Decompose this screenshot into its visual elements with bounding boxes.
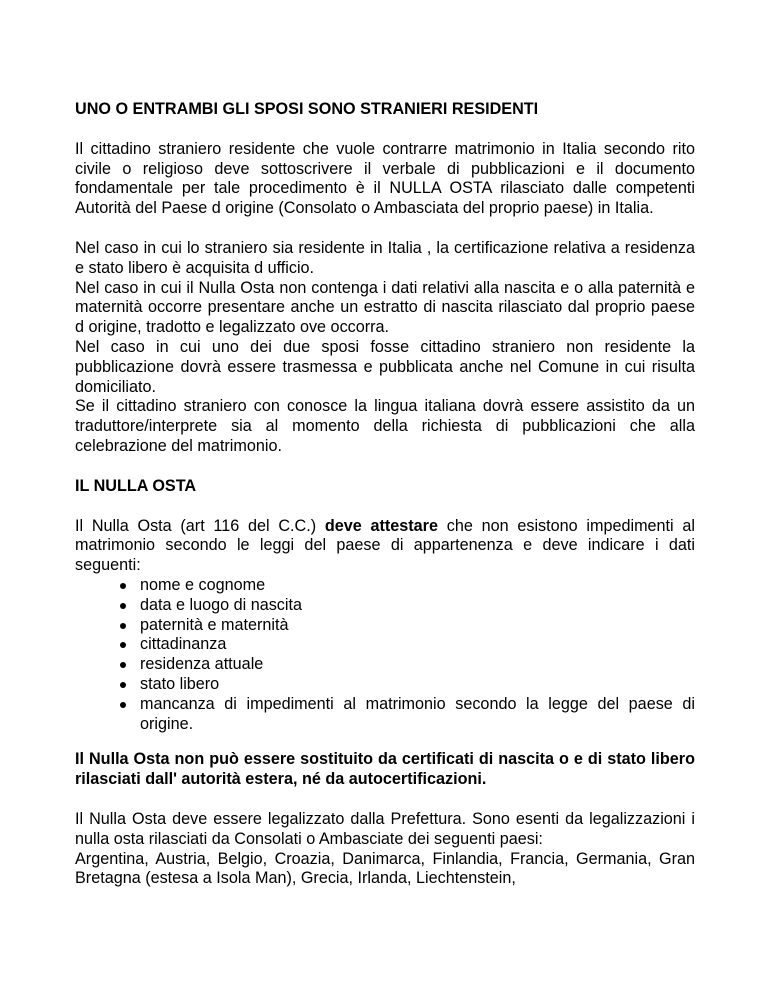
bullet-icon — [120, 623, 126, 629]
intro-text-bold: deve attestare — [324, 516, 438, 535]
paragraph-interpreter: Se il cittadino straniero con conosce la lingua italiana dovrà essere assistito da un traduttore/interprete sia al momento della richiesta di pubblicazioni che alla celebrazione del matrimonio. — [75, 397, 695, 455]
paragraph-intro: Il cittadino straniero residente che vuole contrarre matrimonio in Italia secondo rito civile o religioso deve sottoscrivere il verbale di pubblicazioni e il documento fondamentale per tale procedimento è il NULLA OSTA rilasciato dalle competenti Autorità del Paese d origine (Consolato o Ambasciata del proprio paese) in Italia. — [75, 139, 695, 218]
bullet-icon — [120, 603, 126, 609]
document-page — [75, 100, 695, 889]
list-item-label: paternità e maternità — [140, 615, 289, 634]
bullet-icon — [120, 642, 126, 648]
section-heading-nulla-osta: IL NULLA OSTA — [75, 476, 197, 495]
list-item-label: residenza attuale — [140, 655, 264, 674]
bullet-icon — [120, 583, 126, 589]
paragraph-birth-extract: Nel caso in cui il Nulla Osta non contenga i dati relativi alla nascita e o alla paternità e maternità occorre presentare anche un estratto di nascita rilasciato dal proprio paese d origine, tradotto e legalizzato ove occorra. — [75, 278, 695, 337]
section-heading-foreign-spouses: UNO O ENTRAMBI GLI SPOSI SONO STRANIERI RESIDENTI — [75, 100, 539, 118]
list-item-label: nome e cognome — [140, 575, 266, 594]
paragraph-legalization: Il Nulla Osta deve essere legalizzato dalla Prefettura. Sono esenti da legalizzazioni i nulla osta rilasciati da Consolati o Ambasciate dei seguenti paesi: — [75, 809, 695, 848]
paragraph-countries: Argentina, Austria, Belgio, Croazia, Danimarca, Finlandia, Francia, Germania, Gran Bretagna (estesa a Isola Man), Grecia, Irlanda, Liechtenstein, — [75, 849, 695, 888]
list-item — [120, 695, 695, 735]
list-item — [120, 616, 695, 636]
required-data-list — [75, 576, 695, 734]
list-item — [120, 635, 695, 655]
bullet-icon — [120, 682, 126, 688]
list-item-label: cittadinanza — [140, 635, 227, 654]
paragraph-non-resident: Nel caso in cui uno dei due sposi fosse cittadino straniero non residente la pubblicazione dovrà essere trasmessa e pubblicata anche nel Comune in cui risulta domiciliato. — [75, 337, 695, 396]
list-item — [120, 596, 695, 616]
list-item-label: mancanza di impedimenti al matrimonio secondo la legge del paese di origine. — [140, 694, 695, 733]
list-item — [120, 675, 695, 695]
paragraph-nulla-osta-intro — [75, 517, 695, 576]
bullet-icon — [120, 662, 126, 668]
intro-text-end: che non esistono impedimenti al matrimonio secondo le leggi del paese di appartenenza e deve indicare i dati seguenti: — [75, 516, 695, 575]
list-item-label: data e luogo di nascita — [140, 595, 302, 614]
paragraph-residence: Nel caso in cui lo straniero sia residente in Italia , la certificazione relativa a residenza e stato libero è acquisita d ufficio. — [75, 238, 695, 277]
list-item — [120, 576, 695, 596]
bold-note — [75, 750, 695, 790]
list-item-label: stato libero — [140, 674, 220, 693]
bold-note-text: Il Nulla Osta non può essere sostituito da certificati di nascita o e di stato libero rilasciati dall' autorità estera, né da autocertificazioni. — [75, 750, 695, 789]
intro-text-start: Il Nulla Osta (art 116 del C.C.) — [75, 516, 325, 535]
list-item — [120, 655, 695, 675]
bullet-icon — [120, 702, 126, 708]
